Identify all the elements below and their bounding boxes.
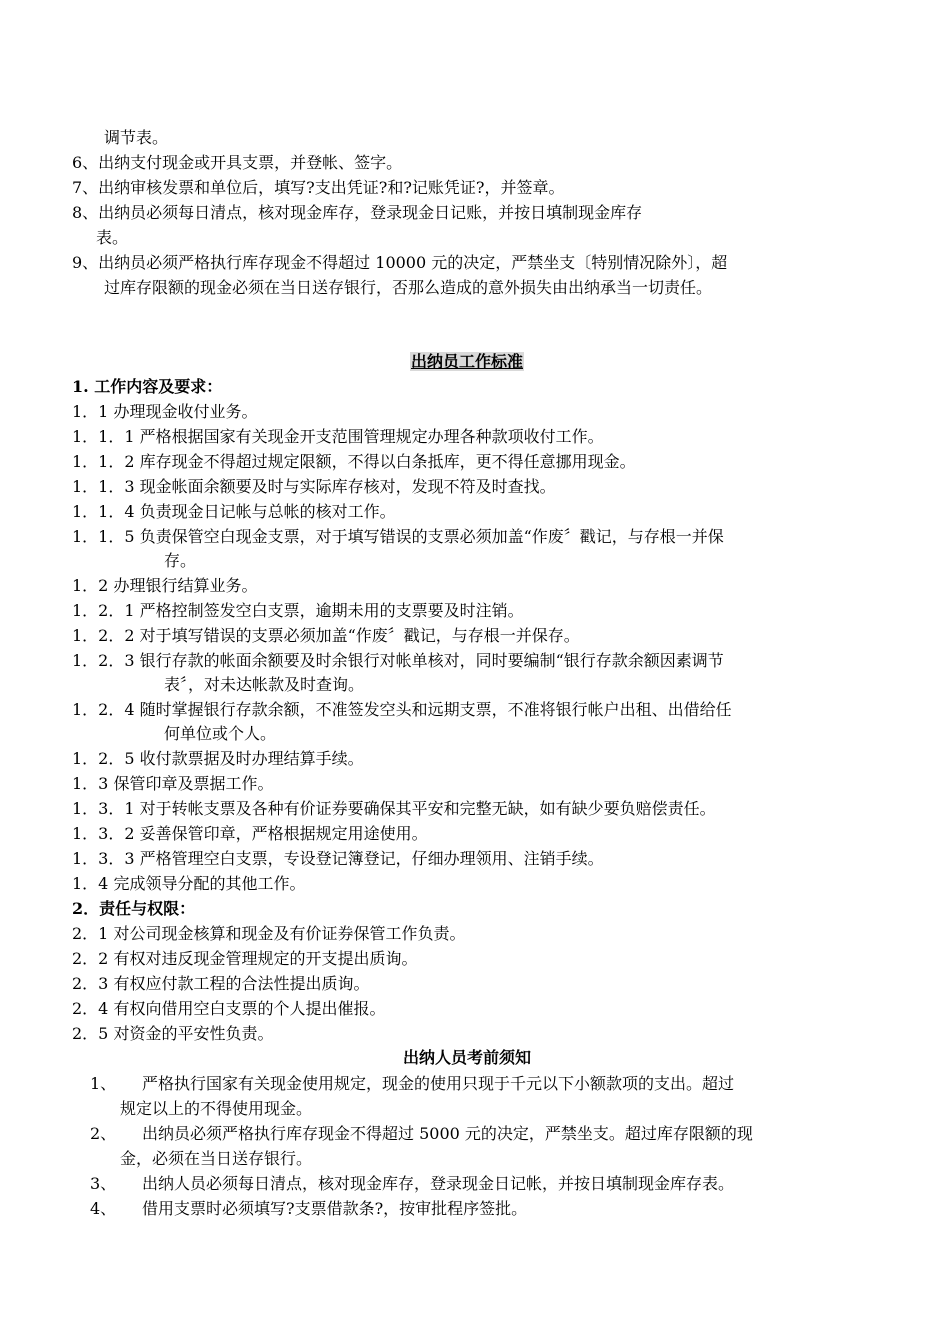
item-1-2-3-continuation: 表〞，对未达帐款及时查询。: [164, 675, 365, 694]
notice-3-number: 3、: [90, 1174, 117, 1193]
list-item-7: 7、出纳审核发票和单位后，填写?支出凭证?和?记账凭证?，并签章。: [72, 178, 565, 197]
list-item-6: 6、出纳支付现金或开具支票，并登帐、签字。: [72, 153, 403, 172]
item-1-1-5: 1．1．5 负责保管空白现金支票，对于填写错误的支票必须加盖“作废〞戳记，与存根一并保: [72, 527, 724, 546]
notice-1: 严格执行国家有关现金使用规定，现金的使用只现于千元以下小额款项的支出。超过: [142, 1074, 735, 1093]
section-title-notice-text: 出纳人员考前须知: [402, 1048, 531, 1067]
item-2-3: 2．3 有权应付款工程的合法性提出质询。: [72, 974, 370, 993]
item-1-4: 1．4 完成领导分配的其他工作。: [72, 874, 306, 893]
notice-4-number: 4、: [90, 1199, 117, 1218]
notice-3: 出纳人员必须每日清点，核对现金库存，登录现金日记帐，并按日填制现金库存表。: [142, 1174, 735, 1193]
item-2-5: 2．5 对资金的平安性负责。: [72, 1024, 274, 1043]
heading-2: 2．责任与权限：: [72, 899, 196, 918]
item-1-2-4-continuation: 何单位或个人。: [164, 724, 277, 743]
notice-2-continuation: 金，必须在当日送存银行。: [120, 1149, 313, 1168]
notice-1-number: 1、: [90, 1074, 117, 1093]
section-title-notice: [0, 1047, 934, 1069]
list-item-8: 8、出纳员必须每日清点，核对现金库存，登录现金日记账，并按日填制现金库存: [72, 203, 643, 222]
item-1-2-3: 1．2．3 银行存款的帐面余额要及时余银行对帐单核对，同时要编制“银行存款余额因素调节: [72, 651, 724, 670]
list-item-5-continuation: 调节表。: [104, 128, 169, 147]
list-item-8-continuation: 表。: [96, 228, 129, 247]
section-title-standard: [0, 351, 934, 373]
item-1-3: 1．3 保管印章及票据工作。: [72, 774, 274, 793]
item-1-3-3: 1．3．3 严格管理空白支票，专设登记簿登记，仔细办理领用、注销手续。: [72, 849, 604, 868]
item-1-3-2: 1．3．2 妥善保管印章，严格根据规定用途使用。: [72, 824, 428, 843]
list-item-9: 9、出纳员必须严格执行库存现金不得超过 10000 元的决定，严禁坐支〔特别情况除外〕，超: [72, 253, 728, 272]
item-1-2-5: 1．2．5 收付款票据及时办理结算手续。: [72, 749, 364, 768]
item-1-1-3: 1．1．3 现金帐面余额要及时与实际库存核对，发现不符及时查找。: [72, 477, 556, 496]
item-1-2-1: 1．2．1 严格控制签发空白支票，逾期未用的支票要及时注销。: [72, 601, 524, 620]
notice-2: 出纳员必须严格执行库存现金不得超过 5000 元的决定，严禁坐支。超过库存限额的现: [142, 1124, 753, 1143]
item-1-1-5-continuation: 存。: [164, 551, 197, 570]
notice-4: 借用支票时必须填写?支票借款条?，按审批程序签批。: [142, 1199, 528, 1218]
item-1-3-1: 1．3．1 对于转帐支票及各种有价证券要确保其平安和完整无缺，如有缺少要负赔偿责任。: [72, 799, 716, 818]
item-1-2: 1．2 办理银行结算业务。: [72, 576, 258, 595]
heading-1: 1. 工作内容及要求：: [72, 377, 223, 396]
section-title-standard-text: 出纳员工作标准: [410, 352, 523, 371]
item-1-2-4: 1．2．4 随时掌握银行存款余额，不准签发空头和远期支票，不准将银行帐户出租、出借给任: [72, 700, 732, 719]
item-2-1: 2．1 对公司现金核算和现金及有价证券保管工作负责。: [72, 924, 466, 943]
item-1-1-4: 1．1．4 负责现金日记帐与总帐的核对工作。: [72, 502, 396, 521]
item-1-1: 1．1 办理现金收付业务。: [72, 402, 258, 421]
item-1-1-1: 1．1．1 严格根据国家有关现金开支范围管理规定办理各种款项收付工作。: [72, 427, 604, 446]
notice-1-continuation: 规定以上的不得使用现金。: [120, 1099, 313, 1118]
notice-2-number: 2、: [90, 1124, 117, 1143]
item-2-2: 2．2 有权对违反现金管理规定的开支提出质询。: [72, 949, 418, 968]
item-2-4: 2．4 有权向借用空白支票的个人提出催报。: [72, 999, 386, 1018]
item-1-1-2: 1．1．2 库存现金不得超过规定限额，不得以白条抵库，更不得任意挪用现金。: [72, 452, 636, 471]
item-1-2-2: 1．2．2 对于填写错误的支票必须加盖“作废〞戳记，与存根一并保存。: [72, 626, 580, 645]
list-item-9-continuation: 过库存限额的现金必须在当日送存银行，否那么造成的意外损失由出纳承当一切责任。: [104, 278, 713, 297]
